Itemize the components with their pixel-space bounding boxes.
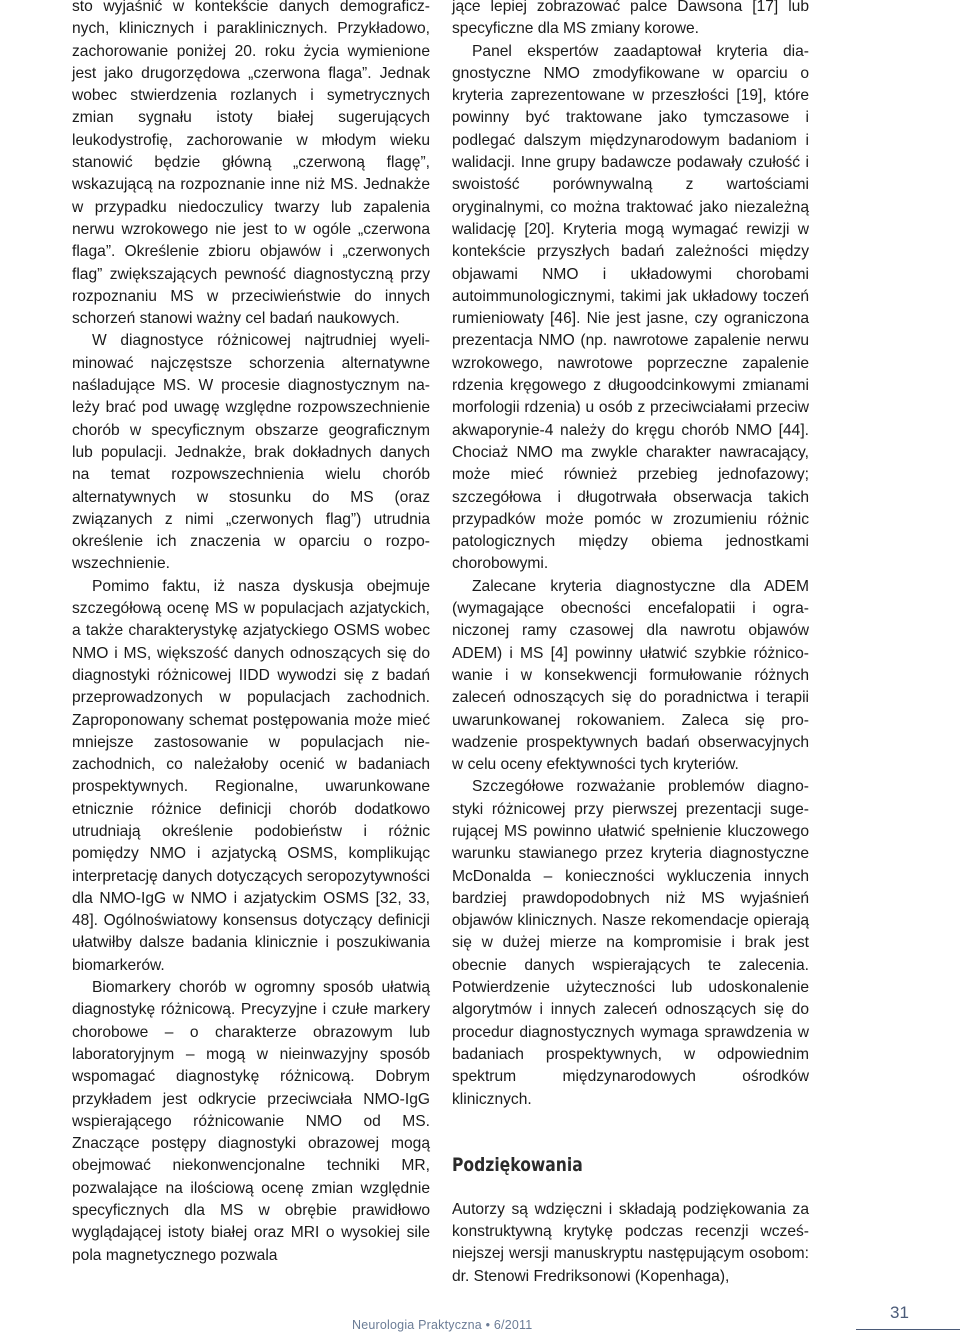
section-heading: Podziękowania bbox=[452, 1153, 583, 1176]
paragraph: W diagnostyce różnicowej najtrudniej wyeliminować najczęstsze schorzenia alternatywne naśladujące MS. W procesie diagnostycznym należy brać pod uwagę względne rozpowszechnienie chorób w specyficznym obszarze geograficznym lub populacji. Jednakże, brak dokładnych danych na temat rozpowszechnienia wielu chorób alternatywnych w stosunku do MS (oraz związanych z nimi „czerwonych flag”) utrudnia określenie ich znaczenia w oparciu o rozpowszechnienie. bbox=[72, 332, 430, 573]
paragraph: Panel ekspertów zaadaptował kryteria diagnostyczne NMO zmodyfikowane w oparciu o kryteria zaprezentowane w przeszłości [19], które powinny być traktowane jako tymczasowe i podlegać dalszym międzynarodowym badaniom i walidacji. Inne grupy badawcze podawały czułość i swoistość porównywalną z wartościami oryginalnymi, co można traktować jako niezależną walidację [20]. Kryteria mogą wymagać rewizji w kontekście przyszłych badań zależności między objawami NMO i układowymi chorobami autoimmunologicznymi, takimi jak układowy toczeń rumieniowaty [46]. Nie jest jasne, czy ograniczona prezentacja NMO (np. nawrotowe zapalenie nerwu wzrokowego, nawrotowe poprzeczne zapalenie rdzenia kręgowego z długoodcinkowymi zmianami morfologii rdzenia) u osób z przeciwciałami przeciw akwaporynie-4 należy do kręgu chorób NMO [44]. Chociaż NMO ma zwykle charakter nawracający, może mieć również przebieg jednofazowy; szczegółowa i długotrwała obserwacja takich przypadków może pomóc w zrozumieniu różnic patologicznych między obiema jednostkami chorobowymi. bbox=[452, 42, 809, 573]
paragraph: Biomarkery chorób w ogromny sposób ułatwią diagnostykę różnicową. Precyzyjne i czułe markery chorobowe – o charakterze obrazowym lub laboratoryjnym – mogą w nieinwazyjny sposób wspomagać diagnostykę różnicową. Dobrym przykładem jest odkrycie przeciwciała NMO-IgG wspierającego różnicowanie NMO od MS. Znaczące postępy diagnostyki obrazowej mogą obejmować niekonwencjonalne techniki MR, pozwalające na ilościową ocenę zmian względnie specyficznych dla MS w obrębie prawidłowo wyglądającej istoty białej oraz MRI o wysokiej sile pola magnetycznego pozwala bbox=[72, 979, 430, 1264]
right-column bbox=[452, 0, 809, 1288]
paragraph: sto wyjaśnić w kontekście danych demograficznych, klinicznych i paraklinicznych. Przykładowo, zachorowanie poniżej 20. roku życia wymienione jest jako drugorzędowa „czerwona flaga”. Jednak wobec stwierdzenia rozlanych i symetrycznych zmian sygnału istoty białej sugerujących leukodystrofię, zachorowanie w młodym wieku stanowić będzie główną „czerwoną flagę”, wskazującą na rozpoznanie inne niż MS. Jednakże w przypadku niedoczulicy twarzy lub zapalenia nerwu wzrokowego nie jest to w ogóle „czerwona flaga”. Określenie zbioru objawów i „czerwonych flag” zwiększających pewność diagnostyczną przy rozpoznaniu MS w przeciwieństwie do innych schorzeń stanowi ważny cel badań naukowych. bbox=[72, 0, 430, 328]
paragraph: Pomimo faktu, iż nasza dyskusja obejmuje szczegółową ocenę MS w populacjach azjatyckich, a także charakterystykę azjatyckiego OSMS wobec NMO i MS, większość danych odnoszących się do diagnostyki różnicowej IIDD wywodzi się z badań przeprowadzonych w populacjach zachodnich. Zaproponowany schemat postępowania może mieć mniejsze zastosowanie w populacjach nie-zachodnich, co należałoby ocenić w badaniach prospektywnych. Regionalne, uwarunkowane etnicznie różnice definicji chorób dodatkowo utrudniają określenie podobieństw i różnic pomiędzy NMO i azjatycką OSMS, komplikując interpretację danych dotyczących seropozytywności dla NMO-IgG w NMO i azjatyckim OSMS [32, 33, 48]. Ogólnoświatowy konsensus dotyczący definicji ułatwiłby dalsze badania klinicznie i poszukiwania biomarkerów. bbox=[72, 577, 430, 974]
paragraph: jące lepiej zobrazować palce Dawsona [17] lub specyficzne dla MS zmiany korowe. bbox=[452, 0, 809, 38]
page-number: 31 bbox=[890, 1303, 909, 1322]
acknowledgements-paragraph: Autorzy są wdzięczni i składają podziękowania za konstruktywną krytykę podczas recenzji wcześniejszej wersji manuskryptu następującym osobom: dr. Stenowi Fredriksonowi (Kopenhaga), bbox=[452, 1200, 809, 1285]
paragraph: Szczegółowe rozważanie problemów diagnostyki różnicowej przy pierwszej prezentacji sugerującej MS powinno ułatwić spełnienie kluczowego warunku stawianego przez kryteria diagnostyczne McDonalda – konieczności wykluczenia innych bardziej prawdopodobnych niż MS wyjaśnień objawów klinicznych. Nasze rekomendacje opierają się w dużej mierze na kompromisie i brak jest obecnie danych wspierających te zalecenia. Potwierdzenie użyteczności lub udoskonalenie algorytmów i innych zaleceń odnoszących się do procedur diagnostycznych wymaga sprawdzenia w badaniach prospektywnych, w odpowiednim spektrum międzynarodowych ośrodków klinicznych. bbox=[452, 778, 809, 1108]
left-column bbox=[72, 0, 430, 1267]
paragraph: Zalecane kryteria diagnostyczne dla ADEM (wymagające obecności encefalopatii i ograniczonej ramy czasowej dla nawrotu objawów ADEM) i MS [4] powinny ułatwić szybkie różnicowanie i w konsekwencji formułowanie różnych zaleceń odnoszących się do poradnictwa i terapii uwarunkowanej rokowaniem. Zaleca się prowadzenie prospektywnych badań obserwacyjnych w celu oceny efektywności tych kryteriów. bbox=[452, 577, 809, 774]
journal-footer: Neurologia Praktyczna • 6/2011 bbox=[352, 1318, 533, 1332]
footer-divider bbox=[856, 1329, 960, 1330]
